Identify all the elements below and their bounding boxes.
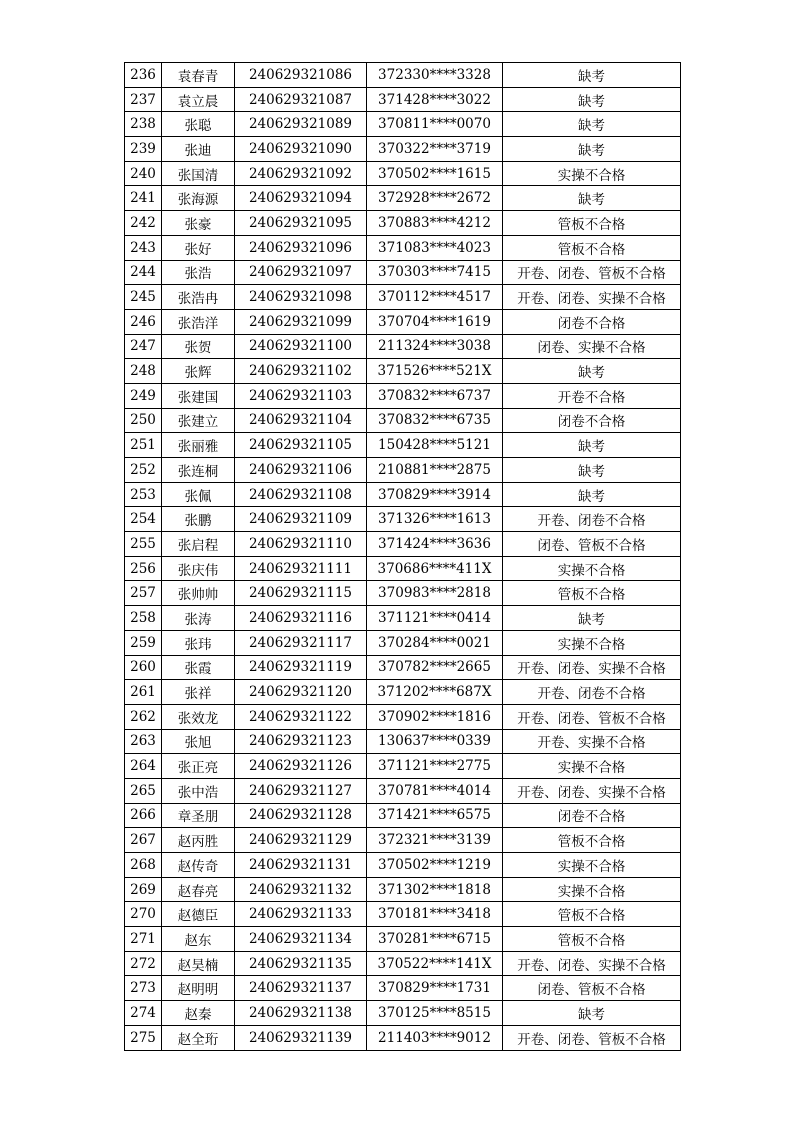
table-row [125, 532, 681, 557]
name-cell: 袁立晨 [162, 87, 235, 112]
name-cell: 张建立 [162, 408, 235, 433]
result-cell: 缺考 [503, 186, 681, 211]
name-cell: 张海源 [162, 186, 235, 211]
exam-number-cell: 240629321095 [235, 211, 367, 236]
name-cell: 赵明明 [162, 976, 235, 1001]
exam-number-cell: 240629321098 [235, 285, 367, 310]
row-number-cell: 260 [125, 655, 162, 680]
name-cell: 张豪 [162, 211, 235, 236]
exam-number-cell: 240629321137 [235, 976, 367, 1001]
result-cell: 开卷、闭卷、实操不合格 [503, 951, 681, 976]
id-number-cell: 130637****0339 [367, 729, 503, 754]
table-row [125, 853, 681, 878]
result-cell: 管板不合格 [503, 211, 681, 236]
result-cell: 缺考 [503, 482, 681, 507]
table-row [125, 680, 681, 705]
row-number-cell: 250 [125, 408, 162, 433]
result-cell: 实操不合格 [503, 754, 681, 779]
id-number-cell: 370983****2818 [367, 581, 503, 606]
exam-number-cell: 240629321131 [235, 853, 367, 878]
name-cell: 张正亮 [162, 754, 235, 779]
exam-number-cell: 240629321123 [235, 729, 367, 754]
name-cell: 袁春青 [162, 63, 235, 88]
result-cell: 闭卷不合格 [503, 309, 681, 334]
name-cell: 赵丙胜 [162, 828, 235, 853]
row-number-cell: 251 [125, 433, 162, 458]
table-row [125, 1001, 681, 1026]
exam-number-cell: 240629321106 [235, 458, 367, 483]
table-row [125, 137, 681, 162]
table-row [125, 161, 681, 186]
result-cell: 闭卷不合格 [503, 408, 681, 433]
name-cell: 张旭 [162, 729, 235, 754]
exam-number-cell: 240629321128 [235, 803, 367, 828]
table-row [125, 482, 681, 507]
id-number-cell: 370284****0021 [367, 630, 503, 655]
exam-number-cell: 240629321139 [235, 1025, 367, 1050]
result-cell: 实操不合格 [503, 877, 681, 902]
result-cell: 缺考 [503, 63, 681, 88]
name-cell: 赵春亮 [162, 877, 235, 902]
id-number-cell: 150428****5121 [367, 433, 503, 458]
table-row [125, 902, 681, 927]
result-cell: 实操不合格 [503, 556, 681, 581]
result-cell: 闭卷不合格 [503, 803, 681, 828]
exam-number-cell: 240629321127 [235, 778, 367, 803]
row-number-cell: 245 [125, 285, 162, 310]
exam-number-cell: 240629321096 [235, 235, 367, 260]
id-number-cell: 370832****6737 [367, 383, 503, 408]
table-row [125, 235, 681, 260]
row-number-cell: 257 [125, 581, 162, 606]
name-cell: 张聪 [162, 112, 235, 137]
result-cell: 缺考 [503, 458, 681, 483]
id-number-cell: 370782****2665 [367, 655, 503, 680]
result-cell: 闭卷、管板不合格 [503, 976, 681, 1001]
exam-number-cell: 240629321138 [235, 1001, 367, 1026]
exam-number-cell: 240629321120 [235, 680, 367, 705]
row-number-cell: 265 [125, 778, 162, 803]
row-number-cell: 266 [125, 803, 162, 828]
name-cell: 张祥 [162, 680, 235, 705]
name-cell: 赵传奇 [162, 853, 235, 878]
row-number-cell: 267 [125, 828, 162, 853]
name-cell: 张佩 [162, 482, 235, 507]
row-number-cell: 238 [125, 112, 162, 137]
table-row [125, 655, 681, 680]
name-cell: 张涛 [162, 606, 235, 631]
table-row [125, 556, 681, 581]
table-row [125, 112, 681, 137]
table-row [125, 803, 681, 828]
id-number-cell: 371326****1613 [367, 507, 503, 532]
name-cell: 张丽雅 [162, 433, 235, 458]
row-number-cell: 263 [125, 729, 162, 754]
id-number-cell: 371428****3022 [367, 87, 503, 112]
exam-number-cell: 240629321090 [235, 137, 367, 162]
row-number-cell: 256 [125, 556, 162, 581]
name-cell: 张浩 [162, 260, 235, 285]
result-cell: 缺考 [503, 137, 681, 162]
id-number-cell: 371424****3636 [367, 532, 503, 557]
result-cell: 缺考 [503, 112, 681, 137]
results-table [124, 62, 681, 1051]
table-row [125, 211, 681, 236]
row-number-cell: 274 [125, 1001, 162, 1026]
table-row [125, 63, 681, 88]
row-number-cell: 262 [125, 704, 162, 729]
row-number-cell: 275 [125, 1025, 162, 1050]
table-row [125, 828, 681, 853]
result-cell: 开卷、闭卷、管板不合格 [503, 704, 681, 729]
row-number-cell: 273 [125, 976, 162, 1001]
id-number-cell: 371121****2775 [367, 754, 503, 779]
table-row [125, 334, 681, 359]
row-number-cell: 269 [125, 877, 162, 902]
result-cell: 开卷、闭卷、管板不合格 [503, 1025, 681, 1050]
name-cell: 张辉 [162, 359, 235, 384]
id-number-cell: 370686****411X [367, 556, 503, 581]
exam-number-cell: 240629321122 [235, 704, 367, 729]
results-table-body [125, 63, 681, 1051]
table-row [125, 186, 681, 211]
exam-number-cell: 240629321100 [235, 334, 367, 359]
id-number-cell: 211324****3038 [367, 334, 503, 359]
name-cell: 赵德臣 [162, 902, 235, 927]
result-cell: 开卷不合格 [503, 383, 681, 408]
exam-number-cell: 240629321094 [235, 186, 367, 211]
id-number-cell: 370902****1816 [367, 704, 503, 729]
id-number-cell: 370502****1219 [367, 853, 503, 878]
name-cell: 张中浩 [162, 778, 235, 803]
exam-number-cell: 240629321097 [235, 260, 367, 285]
exam-number-cell: 240629321117 [235, 630, 367, 655]
id-number-cell: 370322****3719 [367, 137, 503, 162]
table-row [125, 1025, 681, 1050]
result-cell: 开卷、闭卷不合格 [503, 680, 681, 705]
exam-number-cell: 240629321092 [235, 161, 367, 186]
name-cell: 张浩冉 [162, 285, 235, 310]
row-number-cell: 240 [125, 161, 162, 186]
exam-number-cell: 240629321115 [235, 581, 367, 606]
name-cell: 张迪 [162, 137, 235, 162]
table-row [125, 976, 681, 1001]
result-cell: 缺考 [503, 433, 681, 458]
table-row [125, 309, 681, 334]
exam-number-cell: 240629321102 [235, 359, 367, 384]
exam-number-cell: 240629321134 [235, 927, 367, 952]
row-number-cell: 246 [125, 309, 162, 334]
exam-number-cell: 240629321086 [235, 63, 367, 88]
name-cell: 张庆伟 [162, 556, 235, 581]
exam-number-cell: 240629321103 [235, 383, 367, 408]
result-cell: 开卷、实操不合格 [503, 729, 681, 754]
result-cell: 实操不合格 [503, 630, 681, 655]
id-number-cell: 371083****4023 [367, 235, 503, 260]
row-number-cell: 239 [125, 137, 162, 162]
row-number-cell: 268 [125, 853, 162, 878]
table-row [125, 359, 681, 384]
name-cell: 张效龙 [162, 704, 235, 729]
table-row [125, 433, 681, 458]
result-cell: 缺考 [503, 1001, 681, 1026]
table-row [125, 630, 681, 655]
id-number-cell: 372321****3139 [367, 828, 503, 853]
id-number-cell: 372330****3328 [367, 63, 503, 88]
exam-number-cell: 240629321119 [235, 655, 367, 680]
row-number-cell: 271 [125, 927, 162, 952]
exam-number-cell: 240629321111 [235, 556, 367, 581]
table-row [125, 87, 681, 112]
id-number-cell: 370829****3914 [367, 482, 503, 507]
result-cell: 闭卷、管板不合格 [503, 532, 681, 557]
id-number-cell: 372928****2672 [367, 186, 503, 211]
name-cell: 张国清 [162, 161, 235, 186]
name-cell: 张玮 [162, 630, 235, 655]
table-row [125, 458, 681, 483]
exam-number-cell: 240629321105 [235, 433, 367, 458]
table-row [125, 729, 681, 754]
row-number-cell: 237 [125, 87, 162, 112]
name-cell: 赵全珩 [162, 1025, 235, 1050]
result-cell: 实操不合格 [503, 161, 681, 186]
name-cell: 张好 [162, 235, 235, 260]
id-number-cell: 371121****0414 [367, 606, 503, 631]
result-cell: 开卷、闭卷不合格 [503, 507, 681, 532]
name-cell: 张浩洋 [162, 309, 235, 334]
id-number-cell: 210881****2875 [367, 458, 503, 483]
id-number-cell: 371526****521X [367, 359, 503, 384]
id-number-cell: 370781****4014 [367, 778, 503, 803]
result-cell: 缺考 [503, 359, 681, 384]
table-row [125, 507, 681, 532]
exam-number-cell: 240629321135 [235, 951, 367, 976]
row-number-cell: 254 [125, 507, 162, 532]
exam-number-cell: 240629321089 [235, 112, 367, 137]
id-number-cell: 370281****6715 [367, 927, 503, 952]
row-number-cell: 272 [125, 951, 162, 976]
name-cell: 赵东 [162, 927, 235, 952]
id-number-cell: 370522****141X [367, 951, 503, 976]
table-row [125, 285, 681, 310]
id-number-cell: 371302****1818 [367, 877, 503, 902]
exam-number-cell: 240629321104 [235, 408, 367, 433]
table-row [125, 778, 681, 803]
result-cell: 开卷、闭卷、管板不合格 [503, 260, 681, 285]
exam-number-cell: 240629321108 [235, 482, 367, 507]
row-number-cell: 252 [125, 458, 162, 483]
table-row [125, 260, 681, 285]
name-cell: 章圣朋 [162, 803, 235, 828]
id-number-cell: 370181****3418 [367, 902, 503, 927]
name-cell: 张连桐 [162, 458, 235, 483]
result-cell: 开卷、闭卷、实操不合格 [503, 655, 681, 680]
row-number-cell: 248 [125, 359, 162, 384]
name-cell: 张建国 [162, 383, 235, 408]
exam-number-cell: 240629321087 [235, 87, 367, 112]
result-cell: 缺考 [503, 87, 681, 112]
id-number-cell: 370704****1619 [367, 309, 503, 334]
table-row [125, 581, 681, 606]
name-cell: 张贺 [162, 334, 235, 359]
name-cell: 赵秦 [162, 1001, 235, 1026]
result-cell: 开卷、闭卷、实操不合格 [503, 285, 681, 310]
id-number-cell: 370829****1731 [367, 976, 503, 1001]
row-number-cell: 236 [125, 63, 162, 88]
row-number-cell: 247 [125, 334, 162, 359]
row-number-cell: 259 [125, 630, 162, 655]
row-number-cell: 243 [125, 235, 162, 260]
row-number-cell: 255 [125, 532, 162, 557]
result-cell: 管板不合格 [503, 235, 681, 260]
result-cell: 管板不合格 [503, 902, 681, 927]
table-row [125, 877, 681, 902]
table-row [125, 408, 681, 433]
id-number-cell: 211403****9012 [367, 1025, 503, 1050]
id-number-cell: 371421****6575 [367, 803, 503, 828]
name-cell: 赵昊楠 [162, 951, 235, 976]
row-number-cell: 258 [125, 606, 162, 631]
result-cell: 管板不合格 [503, 927, 681, 952]
row-number-cell: 244 [125, 260, 162, 285]
row-number-cell: 261 [125, 680, 162, 705]
exam-number-cell: 240629321129 [235, 828, 367, 853]
exam-number-cell: 240629321133 [235, 902, 367, 927]
result-cell: 开卷、闭卷、实操不合格 [503, 778, 681, 803]
id-number-cell: 371202****687X [367, 680, 503, 705]
id-number-cell: 370303****7415 [367, 260, 503, 285]
result-cell: 管板不合格 [503, 828, 681, 853]
exam-number-cell: 240629321110 [235, 532, 367, 557]
row-number-cell: 249 [125, 383, 162, 408]
exam-number-cell: 240629321099 [235, 309, 367, 334]
result-cell: 缺考 [503, 606, 681, 631]
row-number-cell: 270 [125, 902, 162, 927]
id-number-cell: 370125****8515 [367, 1001, 503, 1026]
id-number-cell: 370811****0070 [367, 112, 503, 137]
table-row [125, 927, 681, 952]
table-row [125, 754, 681, 779]
id-number-cell: 370502****1615 [367, 161, 503, 186]
row-number-cell: 264 [125, 754, 162, 779]
result-cell: 管板不合格 [503, 581, 681, 606]
id-number-cell: 370832****6735 [367, 408, 503, 433]
exam-number-cell: 240629321126 [235, 754, 367, 779]
table-row [125, 606, 681, 631]
id-number-cell: 370112****4517 [367, 285, 503, 310]
row-number-cell: 253 [125, 482, 162, 507]
table-row [125, 383, 681, 408]
name-cell: 张帅帅 [162, 581, 235, 606]
result-cell: 实操不合格 [503, 853, 681, 878]
result-cell: 闭卷、实操不合格 [503, 334, 681, 359]
name-cell: 张霞 [162, 655, 235, 680]
exam-number-cell: 240629321116 [235, 606, 367, 631]
exam-number-cell: 240629321109 [235, 507, 367, 532]
exam-number-cell: 240629321132 [235, 877, 367, 902]
name-cell: 张启程 [162, 532, 235, 557]
table-row [125, 704, 681, 729]
name-cell: 张鹏 [162, 507, 235, 532]
id-number-cell: 370883****4212 [367, 211, 503, 236]
row-number-cell: 241 [125, 186, 162, 211]
table-row [125, 951, 681, 976]
row-number-cell: 242 [125, 211, 162, 236]
